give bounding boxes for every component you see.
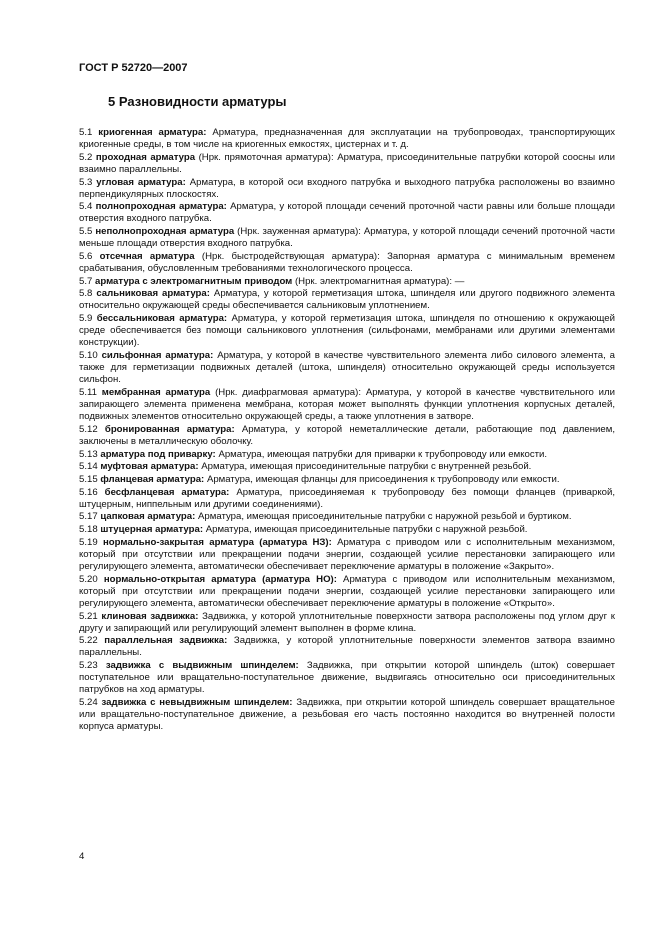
term: неполнопроходная арматура [95, 226, 235, 238]
paragraph-number: 5.4 [79, 201, 93, 213]
definition-text: Задвижка, у которой уплотнительные поверхности затвора расположены под углом друг к другу и запирающий или регулирующий элемент выполнен в форме клина. [79, 610, 616, 634]
definition-text: Арматура, имеющая патрубки для приварки к трубопроводу или емкости. [218, 448, 548, 460]
term: цапковая арматура: [100, 511, 196, 523]
definition-paragraph [79, 313, 615, 349]
definition-paragraph [79, 474, 615, 486]
term: отсечная арматура [99, 250, 195, 262]
definition-text: Арматура, у которой герметизация штока, шпинделя по отношению к окружающей среде обеспечивается без помощи сальникового уплотнения (сильфонами, мембранами или другими элементами конструкции). [79, 313, 615, 349]
term: бесфланцевая арматура: [104, 486, 230, 498]
paragraph-number: 5.2 [79, 151, 93, 163]
term-note: (Нрк. зауженная арматура): [237, 226, 361, 238]
term: нормально-закрытая арматура (арматура НЗ): [102, 536, 332, 548]
definition-paragraph [79, 251, 615, 275]
paragraph-number: 5.7 [79, 275, 93, 287]
term-note: (Нрк. прямоточная арматура): [198, 151, 334, 163]
definition-text: Арматура, имеющая присоединительные патрубки с наружной резьбой и буртиком. [198, 511, 572, 523]
term-note: (Нрк. диафрагмовая арматура): [215, 386, 361, 398]
paragraph-number: 5.1 [79, 127, 93, 138]
definition-paragraph [79, 660, 615, 696]
term: штуцерная арматура: [100, 524, 204, 536]
term: параллельная задвижка: [104, 635, 228, 647]
term: фланцевая арматура: [100, 473, 205, 485]
term: угловая арматура: [96, 176, 186, 188]
paragraph-number: 5.20 [79, 573, 98, 585]
section-title: 5 Разновидности арматуры [108, 94, 287, 109]
paragraph-number: 5.6 [79, 250, 93, 262]
term-note: (Нрк. быстродействующая арматура): [201, 250, 380, 262]
definition-text: Задвижка, при открытии которой шпиндель совершает вращательное или вращательно-поступательное движение, а резьбовая его часть постоянно находится во внутренней полости корпуса арматуры. [79, 696, 616, 733]
definition-text: Арматура с приводом или с исполнительным механизмом, который при отсутствии или прекращении подачи энергии, создающей усилие перестановки запирающего или регулирующего элемента, автоматически обеспечивает переключение арматуры в положение «Закрыто». [79, 536, 615, 572]
term: арматура под приварку: [100, 448, 216, 460]
paragraph-number: 5.22 [79, 635, 98, 647]
definition-paragraph [79, 574, 615, 610]
paragraph-number: 5.14 [79, 461, 98, 473]
term: клиновая задвижка: [101, 610, 199, 622]
definition-paragraph [79, 201, 615, 225]
definition-text: Арматура, предназначенная для эксплуатации на трубопроводах, транспортирующих криогенные среды, в том числе на криогенных емкостях, цистернах и т. д. [79, 127, 615, 151]
definition-text: — [454, 275, 465, 287]
definition-text: Арматура, у которой неметаллические детали, работающие под давлением, заключены в металлическую оболочку. [79, 423, 615, 447]
definition-paragraph [79, 611, 615, 635]
term: муфтовая арматура: [100, 461, 199, 473]
definition-paragraph [79, 350, 615, 386]
definition-text: Арматура, у которой герметизация штока, шпинделя или другого подвижного элемента относительно окружающей среды обеспечивается сальниковым уплотнением. [79, 288, 616, 312]
term: арматура с электромагнитным приводом [95, 275, 293, 287]
paragraph-number: 5.8 [79, 288, 93, 300]
definition-text: Арматура, у которой в качестве чувствительного элемента либо силового элемента, а также для герметизации подвижных деталей (штока, шпинделя) относительно окружающей среды используется сильфон. [79, 350, 615, 386]
definition-paragraph [79, 511, 615, 523]
definition-paragraph [79, 288, 615, 312]
term: криогенная арматура: [98, 127, 207, 138]
paragraph-number: 5.24 [79, 696, 98, 708]
paragraph-number: 5.5 [79, 226, 93, 238]
term: полнопроходная арматура: [95, 201, 227, 213]
definition-text: Арматура с приводом или исполнительным механизмом, который при отсутствии или прекращении подачи энергии, создающей усилие перестановки запирающего или регулирующего элемента, автоматически обеспечивает переключение арматуры в положение «Открыто». [79, 573, 616, 609]
paragraph-number: 5.9 [79, 313, 93, 325]
definition-text: Задвижка, при открытии которой шпиндель (шток) совершает поступательное или вращательно-поступательное движение, выдвигаясь относительно оси присоединительных патрубков на ход арматуры. [79, 660, 615, 696]
definition-paragraph [79, 487, 615, 511]
definition-text: Арматура, в которой оси входного патрубка и выходного патрубка расположены во взаимно перпендикулярных плоскостях. [79, 176, 616, 200]
paragraph-number: 5.21 [79, 610, 98, 622]
paragraph-number: 5.10 [79, 350, 98, 362]
page-number: 4 [79, 851, 85, 862]
definition-paragraph [79, 537, 615, 573]
term: бессальниковая арматура: [96, 313, 228, 325]
definition-paragraph [79, 635, 615, 659]
paragraph-number: 5.23 [79, 660, 98, 672]
term: нормально-открытая арматура (арматура НО): [103, 573, 337, 585]
definition-paragraph [79, 226, 615, 250]
definition-text: Арматура, имеющая фланцы для присоединения к трубопроводу или емкости. [206, 473, 560, 485]
definition-paragraph [79, 524, 615, 536]
definition-text: Арматура, присоединяемая к трубопроводу без помощи фланцев (приваркой, штуцерным, ниппельным или другими соединениями). [79, 486, 616, 510]
definition-text: Запорная арматура с минимальным временем срабатывания, обусловленным требованиями технологического процесса. [79, 250, 616, 274]
term: бронированная арматура: [104, 423, 235, 435]
paragraph-number: 5.17 [79, 511, 98, 523]
paragraph-number: 5.3 [79, 176, 93, 188]
definition-paragraph [79, 387, 615, 423]
paragraph-number: 5.11 [79, 386, 97, 398]
definition-text: Арматура, у которой в качестве чувствительного или запирающего элемента применена мембрана, которая может выполнять функции уплотнения корпусных деталей, подвижных элементов относительно окружающей среды, а также уплотнения в затворе. [79, 386, 615, 423]
definition-paragraph [79, 424, 615, 448]
term-note: (Нрк. электромагнитная арматура): [294, 275, 453, 287]
definition-text: Арматура, у которой площади сечений проточной части равны или больше площади отверстия входного патрубка. [79, 201, 616, 225]
definition-paragraph [79, 177, 615, 201]
definition-paragraph [79, 461, 615, 473]
definition-paragraph [79, 697, 615, 733]
paragraph-number: 5.18 [79, 524, 98, 536]
paragraph-number: 5.16 [79, 486, 98, 498]
term: мембранная арматура [101, 386, 211, 398]
definition-text: Арматура, у которой площади сечений проточной части меньше площади отверстия входного патрубка. [79, 226, 616, 250]
definition-text: Арматура, присоединительные патрубки которой соосны или взаимно параллельны. [79, 151, 615, 175]
paragraph-number: 5.19 [79, 536, 98, 548]
term: сильфонная арматура: [101, 350, 214, 362]
body-text [79, 127, 615, 734]
term: проходная арматура [95, 151, 196, 163]
paragraph-number: 5.15 [79, 473, 98, 485]
definition-text: Арматура, имеющая присоединительные патрубки с наружной резьбой. [205, 524, 528, 536]
definition-text: Задвижка, у которой уплотнительные поверхности элементов затвора взаимно параллельны. [79, 635, 616, 659]
paragraph-number: 5.13 [79, 448, 98, 460]
definition-paragraph [79, 449, 615, 461]
definition-paragraph [79, 276, 615, 288]
paragraph-number: 5.12 [79, 423, 98, 435]
definition-text: Арматура, имеющая присоединительные патрубки с внутренней резьбой. [201, 461, 532, 473]
term: задвижка с выдвижным шпинделем: [105, 660, 299, 672]
term: задвижка с невыдвижным шпинделем: [101, 696, 293, 708]
document-header: ГОСТ Р 52720—2007 [79, 62, 188, 74]
definition-paragraph [79, 127, 615, 151]
definition-paragraph [79, 152, 615, 176]
term: сальниковая арматура: [96, 288, 210, 300]
